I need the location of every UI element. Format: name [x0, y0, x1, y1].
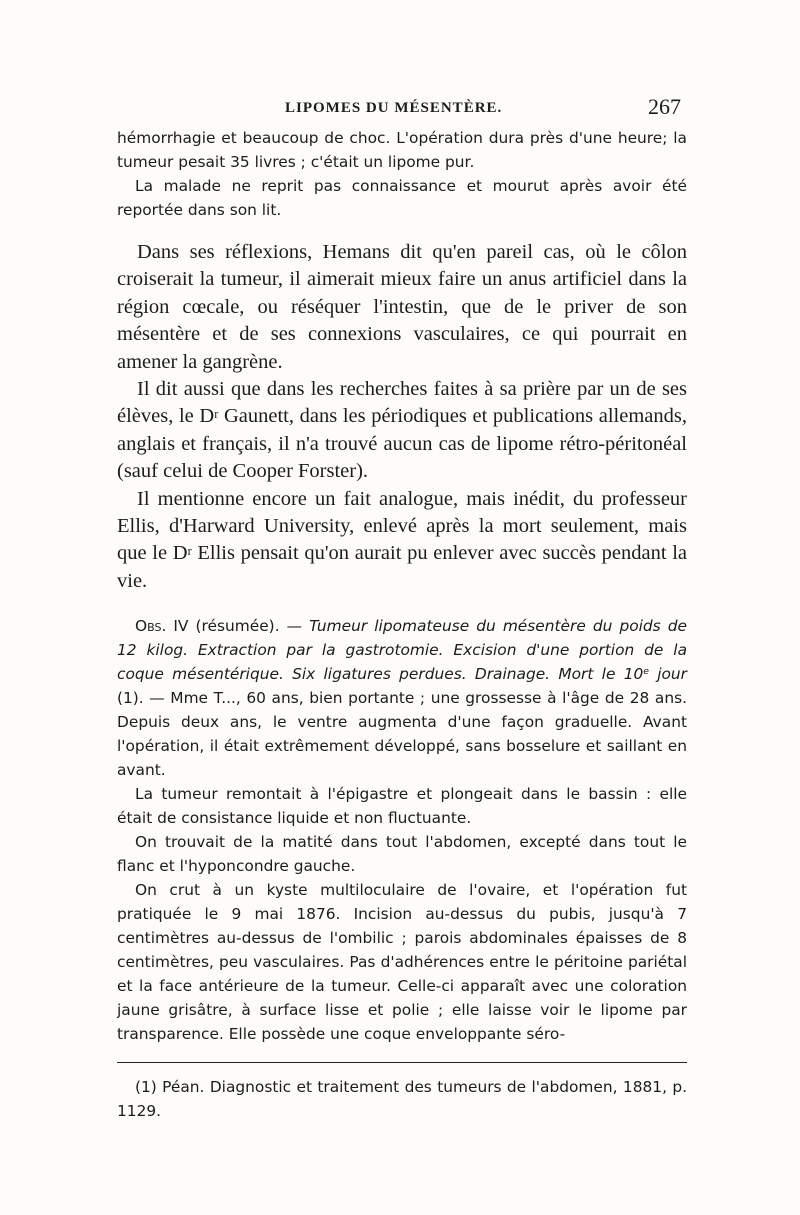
prelude-paragraph-1: hémorrhagie et beaucoup de choc. L'opération dura près d'une heure; la tumeur pesait 35 livres ; c'était un lipome pur.: [117, 129, 687, 171]
main-paragraph-2-start: Il dit aussi que dans les recherches faites à sa prière par un de ses élèves, le D: [117, 378, 687, 428]
observation-resumee: (résumée). —: [188, 617, 310, 636]
observation-paragraph-3: On trouvait de la matité dans tout l'abdomen, excepté dans tout le flanc et l'hyponcondre gauche.: [117, 833, 687, 876]
observation-title-end: jour: [648, 665, 688, 684]
main-section: [117, 239, 687, 595]
footnote-divider: [117, 1062, 687, 1063]
main-paragraph-1: Dans ses réflexions, Hemans dit qu'en pareil cas, où le côlon croiserait la tumeur, il aimerait mieux faire un anus artificiel dans la région cœcale, ou réséquer l'intestin, que de le priver de son mésentère et de ses connexions vasculaires, ce qui pourrait en amener la gangrène.: [117, 241, 687, 373]
observation-title-num: 10: [623, 665, 644, 684]
prelude-section: [117, 126, 687, 222]
observation-paragraph-1-rest: — Mme T..., 60 ans, bien portante ; une grossesse à l'âge de 28 ans. Depuis deux ans, le ventre augmenta d'une façon graduelle. Avant l'opération, il était extrêmement développé, sans bosselure et saillant en avant.: [117, 689, 687, 780]
prelude-paragraph-2: La malade ne reprit pas connaissance et mourut après avoir été reportée dans son lit.: [117, 177, 687, 219]
observation-title-start: Tumeur lipomateuse du mésentère du poids de 12 kilog. Extraction par la gastrotomie. Excision d'une portion de la coque mésentérique. Six ligatures perdues. Drainage. Mort le: [117, 617, 687, 684]
main-paragraph-2-end: Gaunett, dans les périodiques et publications allemands, anglais et français, il n'a trouvé aucun cas de lipome rétro-péritonéal (sauf celui de Cooper Forster).: [117, 405, 688, 483]
doctor-abbrev-sup: r: [187, 544, 192, 559]
doctor-abbrev-sup: r: [214, 407, 219, 422]
page-header: [117, 94, 687, 124]
running-title: LIPOMES DU MÉSENTÈRE.: [285, 100, 503, 116]
observation-heading-paragraph: [117, 614, 687, 782]
observation-paragraph-2: La tumeur remontait à l'épigastre et plongeait dans le bassin : elle était de consistance liquide et non fluctuante.: [117, 785, 687, 828]
footnote: (1) Péan. Diagnostic et traitement des tumeurs de l'abdomen, 1881, p. 1129.: [117, 1078, 687, 1121]
observation-label: Obs. IV: [135, 617, 189, 636]
observation-title-sup: e: [643, 666, 649, 678]
observation-section: [117, 614, 687, 1046]
observation-paragraph-4: On crut à un kyste multiloculaire de l'ovaire, et l'opération fut pratiquée le 9 mai 1876. Incision au-dessus du pubis, jusqu'à 7 centimètres au-dessus de l'ombilic ; parois abdominales épaisses de 8 centimètres, peu vasculaires. Pas d'adhérences entre le péritoine pariétal et la face antérieure de la tumeur. Celle-ci apparaît avec une coloration jaune grisâtre, à surface lisse et polie ; elle laisse voir le lipome par transparence. Elle possède une coque enveloppante séro-: [117, 881, 687, 1044]
page: [117, 94, 687, 1123]
page-number: 267: [648, 94, 681, 119]
main-paragraph-3-end: Ellis pensait qu'on aurait pu enlever avec succès pendant la vie.: [117, 542, 687, 592]
footnote-ref: (1).: [117, 689, 144, 708]
main-paragraph-3-start: Il mentionne encore un fait analogue, mais inédit, du professeur Ellis, d'Harward University, enlevé après la mort seulement, mais que le D: [117, 487, 687, 565]
main-paragraph-3: [117, 486, 687, 596]
main-paragraph-2: [117, 376, 687, 486]
